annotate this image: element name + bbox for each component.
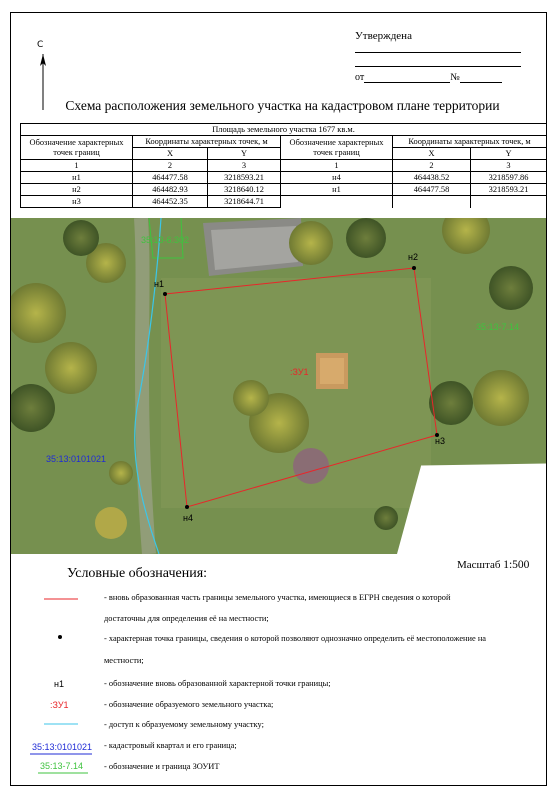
index-row — [21, 160, 547, 172]
table-row — [21, 184, 547, 196]
parcel-label: :ЗУ1 — [290, 367, 309, 377]
approval-line-2 — [355, 66, 521, 67]
empty-cell — [281, 196, 393, 208]
index-cell: 2 — [133, 160, 208, 172]
x-cell: 464452.35 — [133, 196, 208, 208]
index-cell: 2 — [393, 160, 471, 172]
number-sign: № — [450, 72, 460, 83]
legend-text-9: - обозначение и граница ЗОУИТ — [104, 762, 220, 771]
index-cell: 3 — [208, 160, 281, 172]
y-cell: 3218640.12 — [208, 184, 281, 196]
area-caption: Площадь земельного участка 1677 кв.м. — [21, 124, 547, 136]
aerial-map-drawing — [11, 218, 546, 554]
zone-label-right: 35:13-7.14 — [476, 322, 520, 332]
legend-title: Условные обозначения: — [67, 566, 208, 581]
x-cell: 464482.93 — [133, 184, 208, 196]
empty-cell — [471, 196, 547, 208]
col-coords-header: Координаты характерных точек, м — [133, 136, 281, 148]
y-cell: 3218593.21 — [471, 184, 547, 196]
point-cell: н2 — [21, 184, 133, 196]
scale-label: Масштаб — [457, 559, 501, 571]
coordinates-table — [20, 123, 547, 208]
x-cell: 464438.52 — [393, 172, 471, 184]
point-label-n1: н1 — [154, 279, 164, 289]
index-cell: 1 — [21, 160, 133, 172]
legend-text-4: местности; — [104, 656, 144, 665]
page-title: Схема расположения земельного участка на кадастровом плане территории — [65, 98, 500, 113]
map-scale — [457, 559, 529, 571]
quarter-label: 35:13:0101021 — [46, 454, 107, 464]
legend-text-8: - кадастровый квартал и его граница; — [104, 741, 237, 750]
table-row — [21, 172, 547, 184]
from-label: от — [355, 72, 365, 83]
col-point-header: Обозначение характерных точек границ — [21, 136, 133, 160]
col-y: Y — [208, 148, 281, 160]
col-point-header-right: Обозначение характерных точек границ — [281, 136, 393, 160]
zone-label-top: 35:13-6.302 — [141, 235, 190, 245]
col-x: X — [133, 148, 208, 160]
approved-label: Утверждена — [355, 30, 412, 42]
legend-text-2: достаточны для определения её на местности; — [104, 614, 269, 623]
legend-text-6: - обозначение образуемого земельного участка; — [104, 700, 274, 709]
y-cell: 3218597.86 — [471, 172, 547, 184]
point-label-n3: н3 — [435, 436, 445, 446]
legend-zone-line-icon — [38, 772, 90, 775]
scale-value: 1:500 — [503, 559, 530, 571]
index-cell: 1 — [281, 160, 393, 172]
x-cell: 464477.58 — [393, 184, 471, 196]
point-cell: н1 — [21, 172, 133, 184]
col-x-right: X — [393, 148, 471, 160]
legend-symbol-parcel: :ЗУ1 — [50, 700, 69, 710]
legend-point-icon — [57, 634, 63, 640]
legend-symbol-zone: 35:13-7.14 — [40, 761, 84, 771]
approval-line-1 — [355, 52, 521, 53]
aerial-map — [11, 218, 546, 554]
legend-quarter-line-icon — [30, 753, 94, 756]
north-label: С — [37, 40, 44, 50]
empty-cell — [393, 196, 471, 208]
col-y-right: Y — [471, 148, 547, 160]
y-cell: 3218593.21 — [208, 172, 281, 184]
point-cell: н3 — [21, 196, 133, 208]
point-cell: н4 — [281, 172, 393, 184]
legend-symbol-point-label: н1 — [54, 679, 64, 689]
legend-access-line-icon — [44, 722, 80, 726]
col-coords-header-right: Координаты характерных точек, м — [393, 136, 547, 148]
point-label-n2: н2 — [408, 252, 418, 262]
y-cell: 3218644.71 — [208, 196, 281, 208]
x-cell: 464477.58 — [133, 172, 208, 184]
index-cell: 3 — [471, 160, 547, 172]
legend-text-5: - обозначение вновь образованной характерной точки границы; — [104, 679, 331, 688]
legend-text-3: - характерная точка границы, сведения о которой позволяют однозначно определить её местоположение на — [104, 634, 487, 643]
point-cell: н1 — [281, 184, 393, 196]
legend-text-1: - вновь образованная часть границы земельного участка, имеющиеся в ЕГРН сведения о которой — [104, 593, 451, 602]
point-label-n4: н4 — [183, 513, 193, 523]
legend-text-7: - доступ к образуемому земельному участку; — [104, 720, 264, 729]
approval-date-line — [355, 72, 515, 83]
legend-symbol-quarter: 35:13:0101021 — [32, 742, 93, 752]
table-row — [21, 196, 547, 208]
legend-red-line-icon — [44, 597, 80, 601]
